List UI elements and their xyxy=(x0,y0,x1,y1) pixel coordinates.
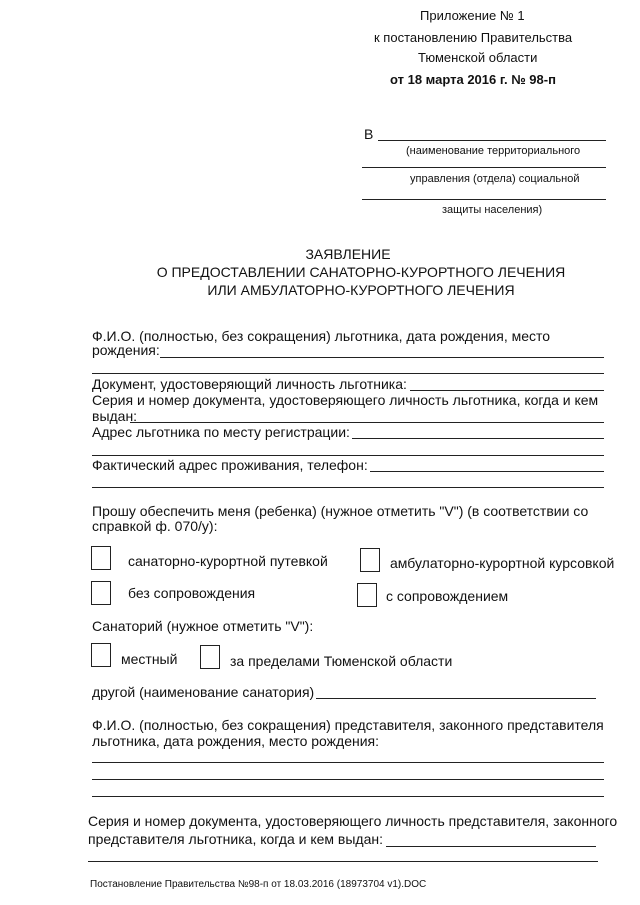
without-escort-label: без сопровождения xyxy=(128,585,256,601)
local-sanatorium-checkbox[interactable] xyxy=(91,643,111,667)
reg-address-input-line[interactable] xyxy=(352,438,604,439)
addressee-note-3: защиты населения) xyxy=(442,204,543,216)
without-escort-checkbox[interactable] xyxy=(91,581,111,605)
series-label: Серия и номер документа, удостоверяющего личность льготника, когда и кем xyxy=(92,392,599,408)
reg-address-input-line-2[interactable] xyxy=(92,455,604,456)
representative-input-line-2[interactable] xyxy=(92,779,604,780)
addressee-note-1: (наименование территориального xyxy=(406,145,581,157)
document-label: Документ, удостоверяющий личность льготника: xyxy=(92,376,407,392)
with-escort-label: с сопровождением xyxy=(386,588,509,604)
other-sanatorium-input-line[interactable] xyxy=(316,698,596,699)
addressee-prefix: В xyxy=(364,126,374,142)
representative-doc-input-line-2[interactable] xyxy=(88,861,598,862)
addressee-field-line-3[interactable] xyxy=(362,199,606,200)
document-input-line[interactable] xyxy=(410,390,604,391)
ambulatory-course-checkbox[interactable] xyxy=(360,548,380,572)
representative-birth-label: льготника, дата рождения, место рождения: xyxy=(92,733,380,749)
sanatorium-voucher-label: санаторно-курортной путевкой xyxy=(128,553,328,569)
issued-label: выдан: xyxy=(92,408,138,424)
addressee-field-line-2[interactable] xyxy=(362,167,606,168)
appendix-resolution: к постановлению Правительства xyxy=(374,30,573,45)
fio-input-line-2[interactable] xyxy=(92,373,604,374)
actual-address-input-line-2[interactable] xyxy=(92,487,604,488)
appendix-date: от 18 марта 2016 г. № 98-п xyxy=(390,72,556,87)
representative-input-line-3[interactable] xyxy=(92,796,604,797)
document-subtitle-1: О ПРЕДОСТАВЛЕНИИ САНАТОРНО-КУРОРТНОГО ЛЕЧЕНИЯ xyxy=(156,264,566,280)
representative-input-line-1[interactable] xyxy=(92,762,604,763)
sanatorium-label: Санаторий (нужное отметить "V"): xyxy=(92,618,314,634)
request-text-2: справкой ф. 070/у): xyxy=(92,518,218,534)
actual-address-input-line[interactable] xyxy=(370,471,604,472)
document-title: ЗАЯВЛЕНИЕ xyxy=(305,246,391,262)
representative-issued-label: представителя льготника, когда и кем выдан: xyxy=(88,831,383,847)
birthplace-label: рождения: xyxy=(92,342,160,358)
addressee-field-line-1[interactable] xyxy=(378,140,606,141)
representative-doc-label: Серия и номер документа, удостоверяющего личность представителя, законного xyxy=(88,813,618,829)
series-input-line[interactable] xyxy=(130,422,604,423)
appendix-number: Приложение № 1 xyxy=(420,8,525,23)
other-sanatorium-label: другой (наименование санатория) xyxy=(92,684,315,700)
representative-doc-input-line[interactable] xyxy=(386,846,596,847)
reg-address-label: Адрес льготника по месту регистрации: xyxy=(92,424,350,440)
actual-address-label: Фактический адрес проживания, телефон: xyxy=(92,457,368,473)
fio-input-line[interactable] xyxy=(160,357,604,358)
fio-label: Ф.И.О. (полностью, без сокращения) льготника, дата рождения, место xyxy=(92,328,551,344)
request-text: Прошу обеспечить меня (ребенка) (нужное отметить "V") (в соответствии со xyxy=(92,503,589,519)
appendix-region: Тюменской области xyxy=(418,50,538,65)
outside-region-label: за пределами Тюменской области xyxy=(230,653,453,669)
sanatorium-voucher-checkbox[interactable] xyxy=(91,546,111,570)
document-subtitle-2: ИЛИ АМБУЛАТОРНО-КУРОРТНОГО ЛЕЧЕНИЯ xyxy=(207,282,515,298)
with-escort-checkbox[interactable] xyxy=(357,583,377,607)
representative-fio-label: Ф.И.О. (полностью, без сокращения) представителя, законного представителя xyxy=(92,717,604,733)
outside-region-checkbox[interactable] xyxy=(200,645,220,669)
footer-filename: Постановление Правительства №98-п от 18.03.2016 (18973704 v1).DOC xyxy=(90,879,427,890)
addressee-note-2: управления (отдела) социальной xyxy=(410,173,580,185)
ambulatory-course-label: амбулаторно-курортной курсовкой xyxy=(390,555,615,571)
local-sanatorium-label: местный xyxy=(121,651,178,667)
